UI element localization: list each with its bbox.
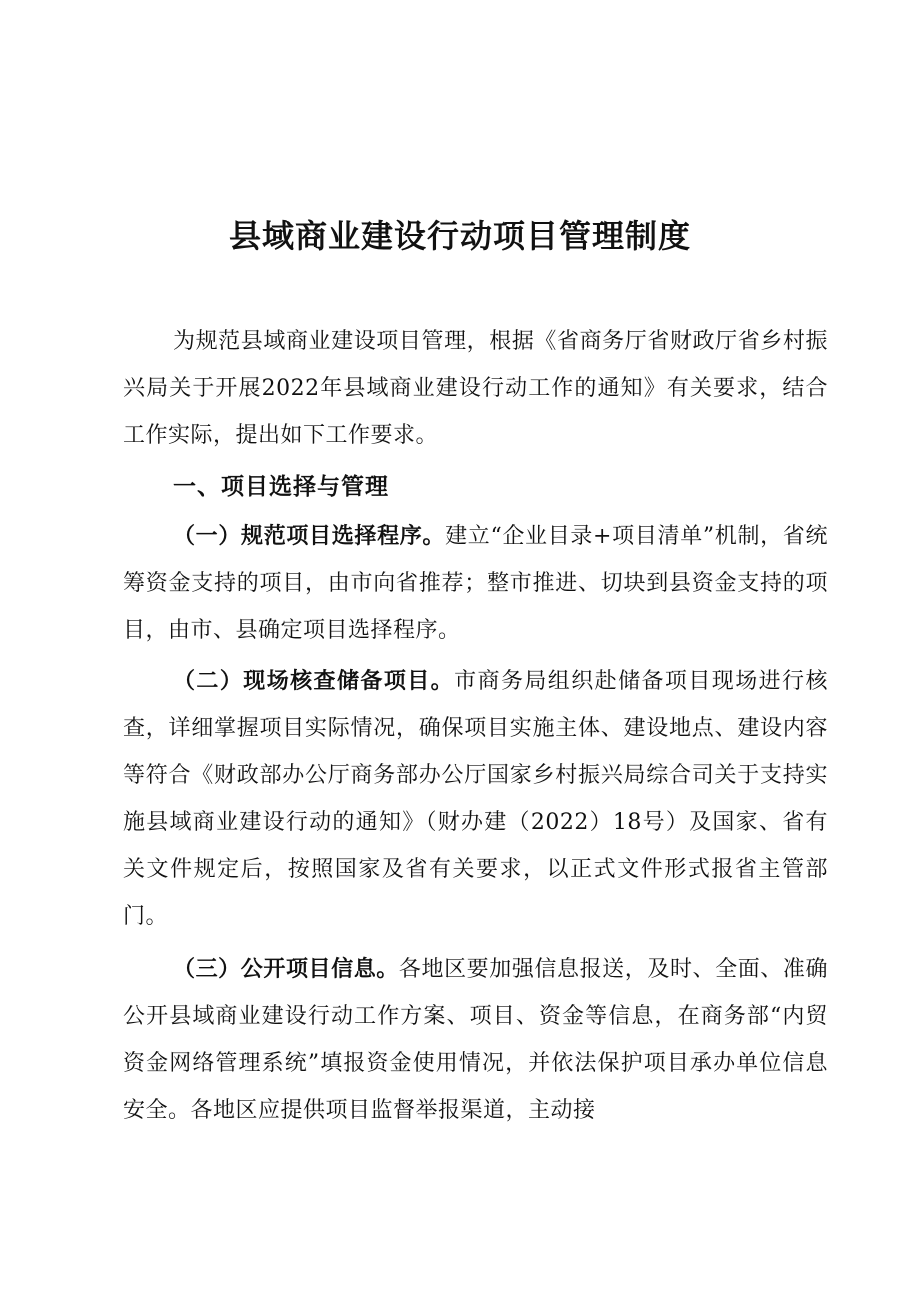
item-paragraph-2	[123, 658, 828, 940]
item-body-3: 各地区要加强信息报送，及时、全面、准确公开县域商业建设行动工作方案、项目、资金等信息，在商务部“内贸资金网络管理系统”填报资金使用情况，并依法保护项目承办单位信息安全。各地区应提供项目监督举报渠道，主动接	[123, 957, 828, 1123]
item-lead-1: （一）规范项目选择程序。	[173, 524, 446, 549]
intro-paragraph: 为规范县域商业建设项目管理，根据《省商务厅省财政厅省乡村振兴局关于开展2022年县域商业建设行动工作的通知》有关要求，结合工作实际，提出如下工作要求。	[123, 329, 828, 448]
section-heading: 一、项目选择与管理	[173, 474, 389, 500]
item-lead-3: （三）公开项目信息。	[173, 957, 399, 982]
item-paragraph-1	[123, 513, 828, 654]
item-lead-2: （二）现场核查储备项目。	[173, 669, 455, 694]
document-title: 县域商业建设行动项目管理制度	[228, 217, 691, 255]
item-body-1: 建立“企业目录+项目清单”机制，省统筹资金支持的项目，由市向省推荐；整市推进、切块到县资金支持的项目，由市、县确定项目选择程序。	[123, 524, 828, 643]
item-body-2: 市商务局组织赴储备项目现场进行核查，详细掌握项目实际情况，确保项目实施主体、建设地点、建设内容等符合《财政部办公厅商务部办公厅国家乡村振兴局综合司关于支持实施县域商业建设行动的通知》（财办建（2022）18号）及国家、省有关文件规定后，按照国家及省有关要求，以正式文件形式报省主管部门。	[123, 669, 828, 929]
item-paragraph-3	[123, 946, 828, 1134]
